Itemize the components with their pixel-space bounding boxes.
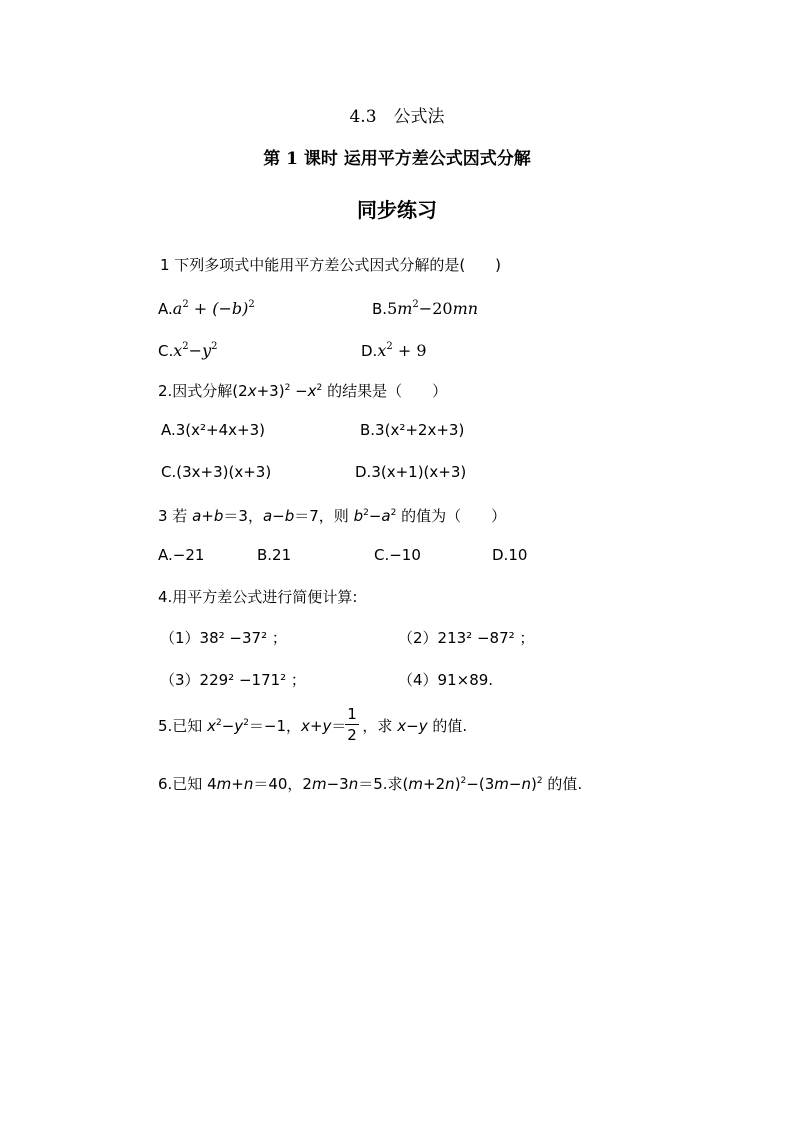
- fraction-denominator: 2: [347, 726, 357, 744]
- question-1-option-b: $B.5m^2-20mn$: [372, 299, 479, 318]
- question-4-part-1: （1）38² −37² ；: [160, 629, 287, 647]
- lesson-title: 第 1 课时 运用平方差公式因式分解: [263, 149, 531, 169]
- question-5-stem: 5.已知 $x^2-y^2=-1$，x+y＝ ，求 x−y 的值.: [158, 717, 468, 735]
- question-2-stem: 2.因式分解$(2x+3)^2 -x^2$ 的结果是（ ）: [158, 382, 448, 400]
- question-3-stem: 3 若 a+b＝3，a−b＝7，则 $b^2-a^2$ 的值为（ ）: [158, 507, 507, 525]
- fraction-bar: [345, 724, 359, 725]
- question-6-stem: 6.已知 4m+n＝40，2m−3n＝5.求$(m+2n)^2-(3m-n)^2$ 的值.: [158, 775, 583, 793]
- question-4-part-2: （2）213² −87² ；: [398, 629, 535, 647]
- question-3-option-a: A.−21: [158, 546, 205, 564]
- question-2-option-b: B.3(x²+2x+3): [360, 421, 465, 439]
- question-2-option-c: C.(3x+3)(x+3): [161, 463, 272, 481]
- fraction-numerator: 1: [347, 705, 357, 723]
- section-title: 4.3 公式法: [349, 107, 445, 127]
- question-3-option-d: D.10: [492, 546, 528, 564]
- question-4-part-3: （3）229² −171² ；: [160, 671, 306, 689]
- practice-title: 同步练习: [357, 198, 437, 222]
- question-2-option-a: A.3(x²+4x+3): [161, 421, 266, 439]
- question-2-option-d: D.3(x+1)(x+3): [355, 463, 467, 481]
- question-3-option-c: C.−10: [374, 546, 421, 564]
- question-1-option-c: $C.x^2-y^2$: [158, 341, 218, 360]
- question-4-stem: 4.用平方差公式进行简便计算:: [158, 588, 358, 606]
- question-3-option-b: B.21: [257, 546, 292, 564]
- question-1-option-a: $A.a^2 + (-b)^2$: [158, 299, 255, 318]
- question-1-stem: 1 下列多项式中能用平方差公式因式分解的是( ): [160, 256, 502, 274]
- fraction-one-half: [345, 705, 359, 744]
- question-1-option-d: $D.x^2 + 9$: [361, 341, 427, 360]
- question-4-part-4: （4）91×89.: [398, 671, 494, 689]
